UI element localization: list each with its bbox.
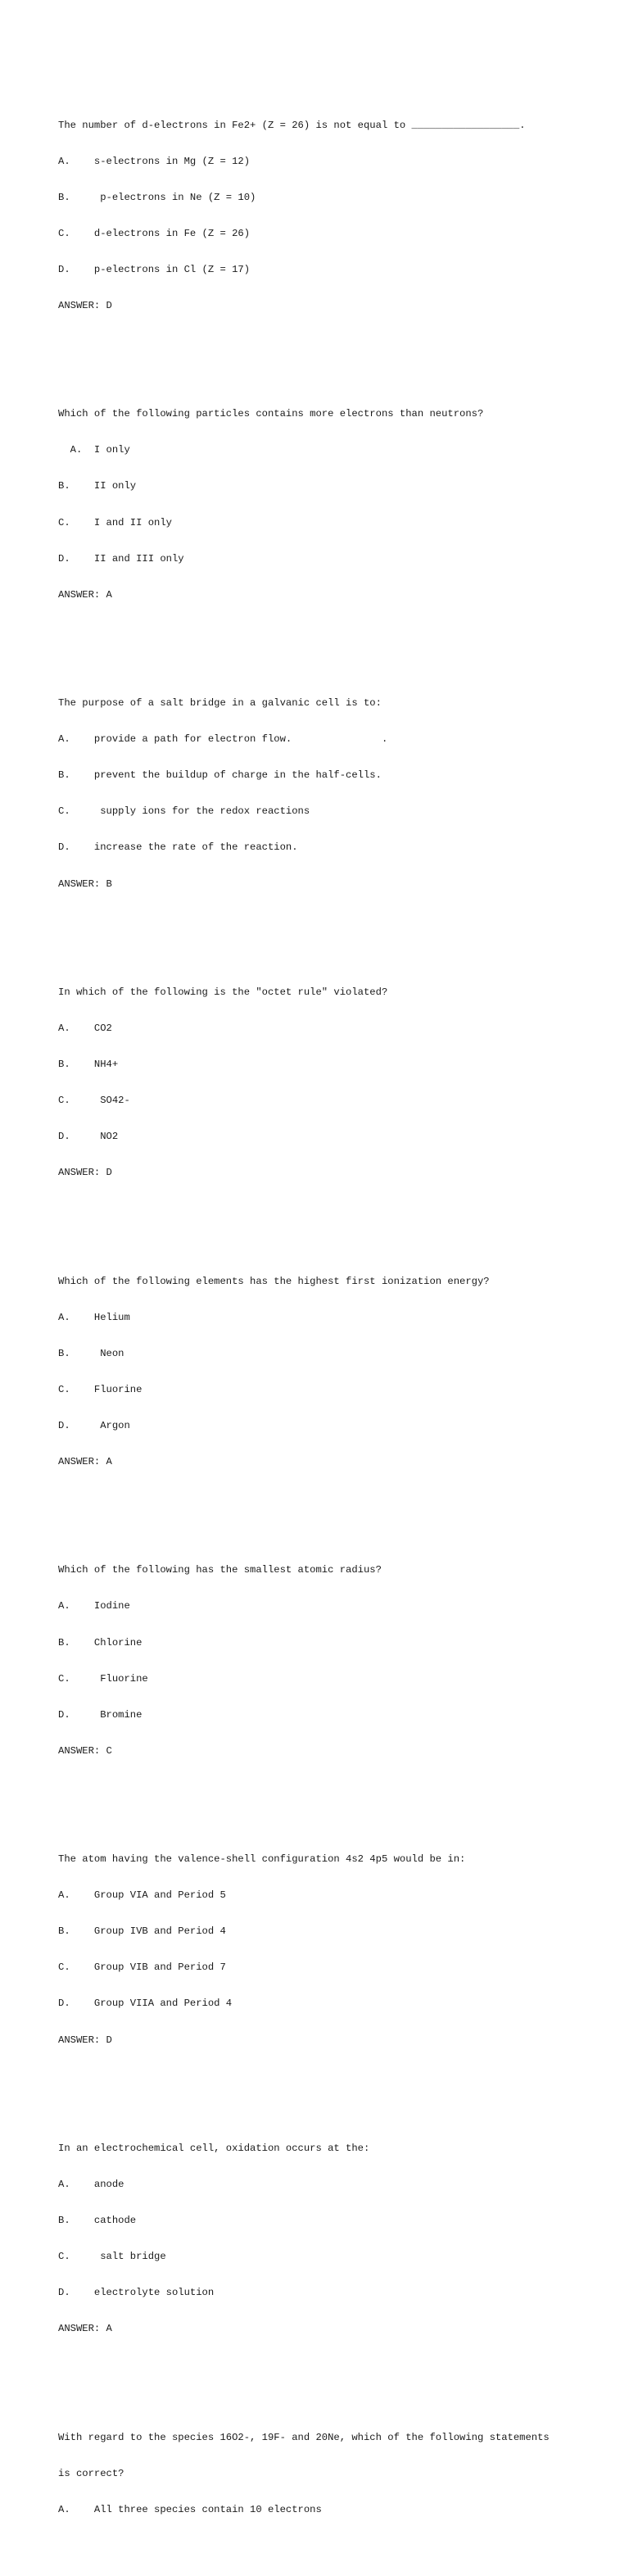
question-block: [58, 2118, 615, 2359]
answer-line: ANSWER: D: [58, 2034, 112, 2046]
question-block: [58, 95, 615, 336]
question-text: Which of the following elements has the highest first ionization energy?: [58, 1275, 490, 1287]
option-d: D. Group VIIA and Period 4: [58, 1998, 233, 2010]
answer-line: ANSWER: A: [58, 1456, 112, 1468]
option-c: C. supply ions for the redox reactions: [58, 805, 310, 818]
question-block: [58, 1251, 615, 1492]
option-c: C. Fluorine: [58, 1383, 143, 1395]
question-block: [58, 1830, 615, 2070]
question-text: With regard to the species 16O2-, 19F- and 20Ne, which of the following statements: [58, 2431, 550, 2443]
option-d: D. Argon: [58, 1419, 130, 1431]
option-b: B. p-electrons in Ne (Z = 10): [58, 191, 256, 203]
question-text: Which of the following particles contains more electrons than neutrons?: [58, 408, 484, 420]
question-text-continued: is correct?: [58, 2467, 124, 2479]
option-c: C. d-electrons in Fe (Z = 26): [58, 227, 251, 239]
answer-line: ANSWER: C: [58, 1744, 112, 1757]
option-a: A. Iodine: [58, 1600, 130, 1612]
option-b: B. II only: [58, 480, 137, 492]
question-text: The purpose of a salt bridge in a galvanic cell is to:: [58, 697, 382, 710]
option-c: C. salt bridge: [58, 2251, 166, 2263]
option-d: D. increase the rate of the reaction.: [58, 841, 298, 854]
option-d: D. NO2: [58, 1131, 119, 1143]
question-block: [58, 962, 615, 1203]
answer-line: ANSWER: D: [58, 1167, 112, 1179]
option-b: B. Group IVB and Period 4: [58, 1925, 226, 1938]
question-block: [58, 1540, 615, 1781]
option-d: D. II and III only: [58, 552, 184, 565]
option-d: D. p-electrons in Cl (Z = 17): [58, 263, 251, 275]
option-c: C. SO42-: [58, 1095, 130, 1107]
option-a: A. Helium: [58, 1311, 130, 1323]
option-a: A. anode: [58, 2178, 124, 2190]
answer-line: ANSWER: A: [58, 588, 112, 601]
option-d: D. Bromine: [58, 1708, 143, 1721]
option-b: B. Neon: [58, 1347, 124, 1359]
answer-line: ANSWER: B: [58, 878, 112, 890]
document-page: [58, 59, 615, 2576]
option-b: B. prevent the buildup of charge in the half-cells.: [58, 769, 382, 782]
option-b: B. NH4+: [58, 1059, 119, 1070]
question-text: In an electrochemical cell, oxidation occurs at the:: [58, 2142, 370, 2154]
question-block: [58, 673, 615, 914]
answer-line: ANSWER: A: [58, 2323, 112, 2335]
question-text: Which of the following has the smallest atomic radius?: [58, 1564, 382, 1576]
option-a: A. CO2: [58, 1022, 112, 1034]
question-block: [58, 384, 615, 625]
question-block: [58, 2407, 615, 2540]
option-c: C. I and II only: [58, 516, 172, 528]
option-c: C. Group VIB and Period 7: [58, 1961, 226, 1974]
option-a: A. provide a path for electron flow. .: [58, 733, 388, 746]
answer-line: ANSWER: D: [58, 299, 112, 311]
option-b: B. cathode: [58, 2215, 137, 2227]
option-a: A. Group VIA and Period 5: [58, 1889, 226, 1902]
question-text: The atom having the valence-shell configuration 4s2 4p5 would be in:: [58, 1853, 466, 1866]
option-d: D. electrolyte solution: [58, 2287, 215, 2299]
option-a: A. s-electrons in Mg (Z = 12): [58, 155, 251, 167]
option-a: A. All three species contain 10 electrons: [58, 2503, 322, 2515]
question-text: The number of d-electrons in Fe2+ (Z = 26) is not equal to __________________.: [58, 119, 526, 131]
option-a: A. I only: [58, 444, 130, 456]
option-c: C. Fluorine: [58, 1672, 148, 1685]
option-b: B. Chlorine: [58, 1636, 143, 1649]
question-text: In which of the following is the "octet rule" violated?: [58, 986, 388, 998]
